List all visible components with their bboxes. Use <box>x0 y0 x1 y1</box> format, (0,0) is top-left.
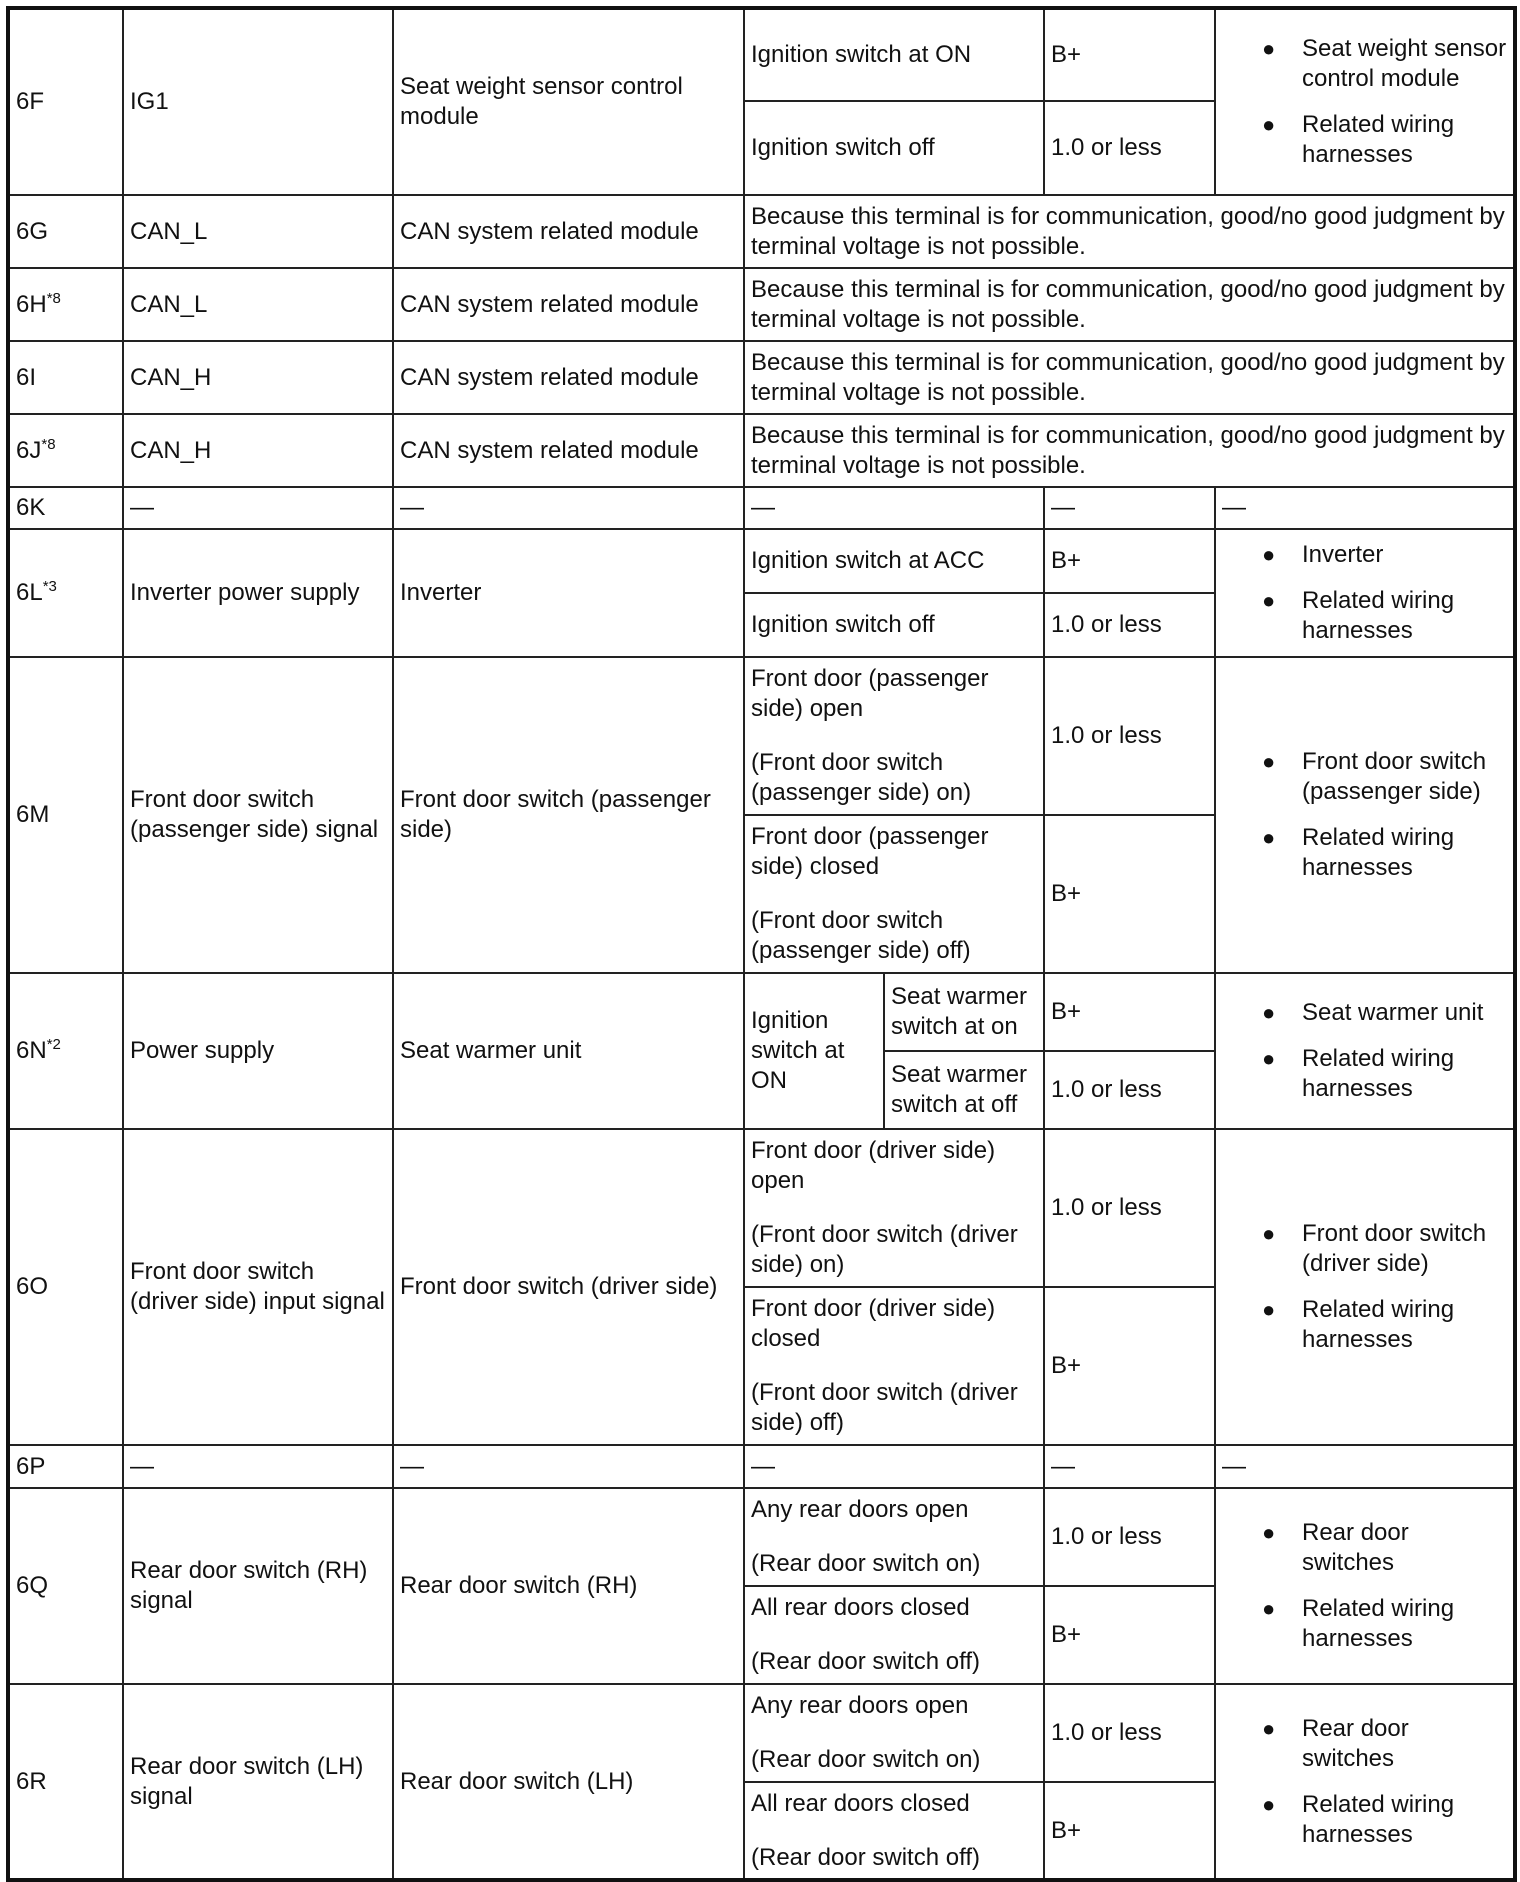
voltage-cell: 1.0 or less <box>1044 1129 1215 1287</box>
terminal-cell: 6O <box>8 1129 123 1445</box>
signal-cell: — <box>123 487 393 529</box>
bullet-icon: ● <box>1262 1791 1276 1817</box>
bullet-icon: ● <box>1262 1297 1276 1322</box>
voltage-cell: B+ <box>1044 1287 1215 1445</box>
note-cell: Because this terminal is for communication, good/no good judgment by terminal voltage is not possible. <box>744 268 1515 341</box>
signal-cell: CAN_H <box>123 341 393 414</box>
bullet-icon: ● <box>1262 588 1276 613</box>
note-cell: Because this terminal is for communication, good/no good judgment by terminal voltage is not possible. <box>744 414 1515 487</box>
connected-to-cell: Inverter <box>393 529 744 657</box>
voltage-cell: — <box>1044 1445 1215 1488</box>
voltage-cell: — <box>1044 487 1215 529</box>
bullet-icon: ● <box>1262 542 1276 567</box>
inspection-cell <box>1215 1488 1515 1684</box>
signal-cell: IG1 <box>123 8 393 195</box>
signal-cell: CAN_L <box>123 268 393 341</box>
condition-cell: All rear doors closed (Rear door switch off) <box>744 1782 1044 1880</box>
signal-cell: Front door switch (passenger side) signal <box>123 657 393 973</box>
table-row <box>8 973 1515 1051</box>
bullet-icon: ● <box>1262 1046 1276 1071</box>
condition-cell: Front door (driver side) closed (Front door switch (driver side) off) <box>744 1287 1044 1445</box>
table-row <box>8 195 1515 268</box>
table-row <box>8 1129 1515 1287</box>
table-row <box>8 414 1515 487</box>
condition-cell: Front door (passenger side) closed (Front door switch (passenger side) off) <box>744 815 1044 973</box>
bullet-icon: ● <box>1262 1596 1276 1621</box>
footnote-mark: *8 <box>46 289 61 307</box>
list-item: ● Seat weight sensor control module <box>1262 35 1507 92</box>
voltage-cell: 1.0 or less <box>1044 657 1215 815</box>
connected-to-cell: Rear door switch (RH) <box>393 1488 744 1684</box>
voltage-cell: 1.0 or less <box>1044 593 1215 657</box>
list-item: ● Front door switch (driver side) <box>1262 1220 1487 1277</box>
connected-to-cell: CAN system related module <box>393 414 744 487</box>
condition-cell: — <box>744 487 1044 529</box>
list-item: ● Related wiring harnesses <box>1262 1296 1455 1353</box>
connected-to-cell: Rear door switch (LH) <box>393 1684 744 1880</box>
condition-cell: Any rear doors open (Rear door switch on) <box>744 1684 1044 1782</box>
voltage-cell: B+ <box>1044 815 1215 973</box>
list-item: ● Seat warmer unit <box>1262 999 1484 1026</box>
bullet-icon: ● <box>1262 1221 1276 1246</box>
connected-to-cell: Seat weight sensor control module <box>393 8 744 195</box>
signal-cell: CAN_L <box>123 195 393 268</box>
table-row <box>8 529 1515 593</box>
voltage-cell: B+ <box>1044 973 1215 1051</box>
condition-cell: Seat warmer switch at off <box>884 1051 1044 1129</box>
voltage-cell: B+ <box>1044 1782 1215 1880</box>
bullet-icon: ● <box>1262 825 1276 850</box>
terminal-voltage-table <box>6 6 1517 1882</box>
connected-to-cell: CAN system related module <box>393 341 744 414</box>
terminal-cell: 6P <box>8 1445 123 1488</box>
terminal-cell: 6I <box>8 341 123 414</box>
bullet-icon: ● <box>1262 36 1276 61</box>
terminal-cell: 6K <box>8 487 123 529</box>
list-item: ● Rear door switches <box>1262 1714 1409 1772</box>
terminal-cell: $6J^{*8}$ <box>8 414 123 487</box>
table-row <box>8 1445 1515 1488</box>
note-cell: Because this terminal is for communication, good/no good judgment by terminal voltage is not possible. <box>744 195 1515 268</box>
voltage-cell: B+ <box>1044 1586 1215 1684</box>
footnote-mark: *8 <box>41 435 56 453</box>
bullet-icon: ● <box>1262 749 1276 774</box>
inspection-cell <box>1215 973 1515 1129</box>
terminal-cell: $6N^{*2}$ <box>8 973 123 1129</box>
condition-cell: Seat warmer switch at on <box>884 973 1044 1051</box>
condition-cell: Any rear doors open (Rear door switch on) <box>744 1488 1044 1586</box>
note-cell: Because this terminal is for communication, good/no good judgment by terminal voltage is not possible. <box>744 341 1515 414</box>
list-item: ● Rear door switches <box>1262 1519 1409 1576</box>
terminal-cell: 6G <box>8 195 123 268</box>
connected-to-cell: — <box>393 1445 744 1488</box>
table-row <box>8 657 1515 815</box>
list-item: ● Inverter <box>1262 541 1384 568</box>
voltage-cell: 1.0 or less <box>1044 1051 1215 1129</box>
table-row <box>8 1488 1515 1586</box>
signal-cell: Power supply <box>123 973 393 1129</box>
condition-cell: Ignition switch at ACC <box>744 529 1044 593</box>
terminal-cell: $6L^{*3}$ <box>8 529 123 657</box>
condition-group-cell: Ignition switch at ON <box>744 973 884 1129</box>
bullet-icon: ● <box>1262 1000 1276 1025</box>
connected-to-cell: Seat warmer unit <box>393 973 744 1129</box>
footnote-mark: *2 <box>46 1036 61 1053</box>
inspection-cell <box>1215 1129 1515 1445</box>
list-item: ● Related wiring harnesses <box>1262 1595 1455 1652</box>
connected-to-cell: — <box>393 487 744 529</box>
signal-cell: Inverter power supply <box>123 529 393 657</box>
voltage-cell: 1.0 or less <box>1044 1684 1215 1782</box>
voltage-cell: 1.0 or less <box>1044 101 1215 195</box>
terminal-cell: 6Q <box>8 1488 123 1684</box>
list-item: ● Related wiring harnesses <box>1262 1045 1455 1102</box>
condition-cell: — <box>744 1445 1044 1488</box>
table-row <box>8 8 1515 101</box>
bullet-icon: ● <box>1262 1520 1276 1545</box>
terminal-cell: 6M <box>8 657 123 973</box>
list-item: ● Front door switch (passenger side) <box>1262 748 1487 805</box>
condition-cell: Front door (passenger side) open (Front door switch (passenger side) on) <box>744 657 1044 815</box>
terminal-cell: 6F <box>8 8 123 195</box>
list-item: ● Related wiring harnesses <box>1262 824 1455 881</box>
condition-cell: Ignition switch at ON <box>744 8 1044 101</box>
connected-to-cell: CAN system related module <box>393 268 744 341</box>
condition-cell: Front door (driver side) open (Front door switch (driver side) on) <box>744 1129 1044 1287</box>
signal-cell: CAN_H <box>123 414 393 487</box>
inspection-cell <box>1215 1684 1515 1880</box>
inspection-cell: — <box>1215 487 1515 529</box>
connected-to-cell: Front door switch (driver side) <box>393 1129 744 1445</box>
signal-cell: — <box>123 1445 393 1488</box>
terminal-cell: 6R <box>8 1684 123 1880</box>
list-item: ● Related wiring harnesses <box>1262 111 1455 168</box>
table-row <box>8 268 1515 341</box>
table-row <box>8 487 1515 529</box>
voltage-cell: 1.0 or less <box>1044 1488 1215 1586</box>
list-item: ● Related wiring harnesses <box>1262 587 1455 644</box>
voltage-cell: B+ <box>1044 8 1215 101</box>
terminal-cell: $6H^{*8}$ <box>8 268 123 341</box>
signal-cell: Rear door switch (LH) signal <box>123 1684 393 1880</box>
list-item: ● Related wiring harnesses <box>1262 1790 1455 1848</box>
condition-cell: Ignition switch off <box>744 593 1044 657</box>
connected-to-cell: Front door switch (passenger side) <box>393 657 744 973</box>
footnote-mark: *3 <box>42 578 57 595</box>
signal-cell: Rear door switch (RH) signal <box>123 1488 393 1684</box>
inspection-cell: — <box>1215 1445 1515 1488</box>
voltage-cell: B+ <box>1044 529 1215 593</box>
signal-cell: Front door switch (driver side) input signal <box>123 1129 393 1445</box>
table-row <box>8 341 1515 414</box>
inspection-cell <box>1215 8 1515 195</box>
bullet-icon: ● <box>1262 1715 1276 1741</box>
connected-to-cell: CAN system related module <box>393 195 744 268</box>
table-row <box>8 1684 1515 1782</box>
bullet-icon: ● <box>1262 112 1276 137</box>
condition-cell: Ignition switch off <box>744 101 1044 195</box>
inspection-cell <box>1215 657 1515 973</box>
condition-cell: All rear doors closed (Rear door switch off) <box>744 1586 1044 1684</box>
inspection-cell <box>1215 529 1515 657</box>
